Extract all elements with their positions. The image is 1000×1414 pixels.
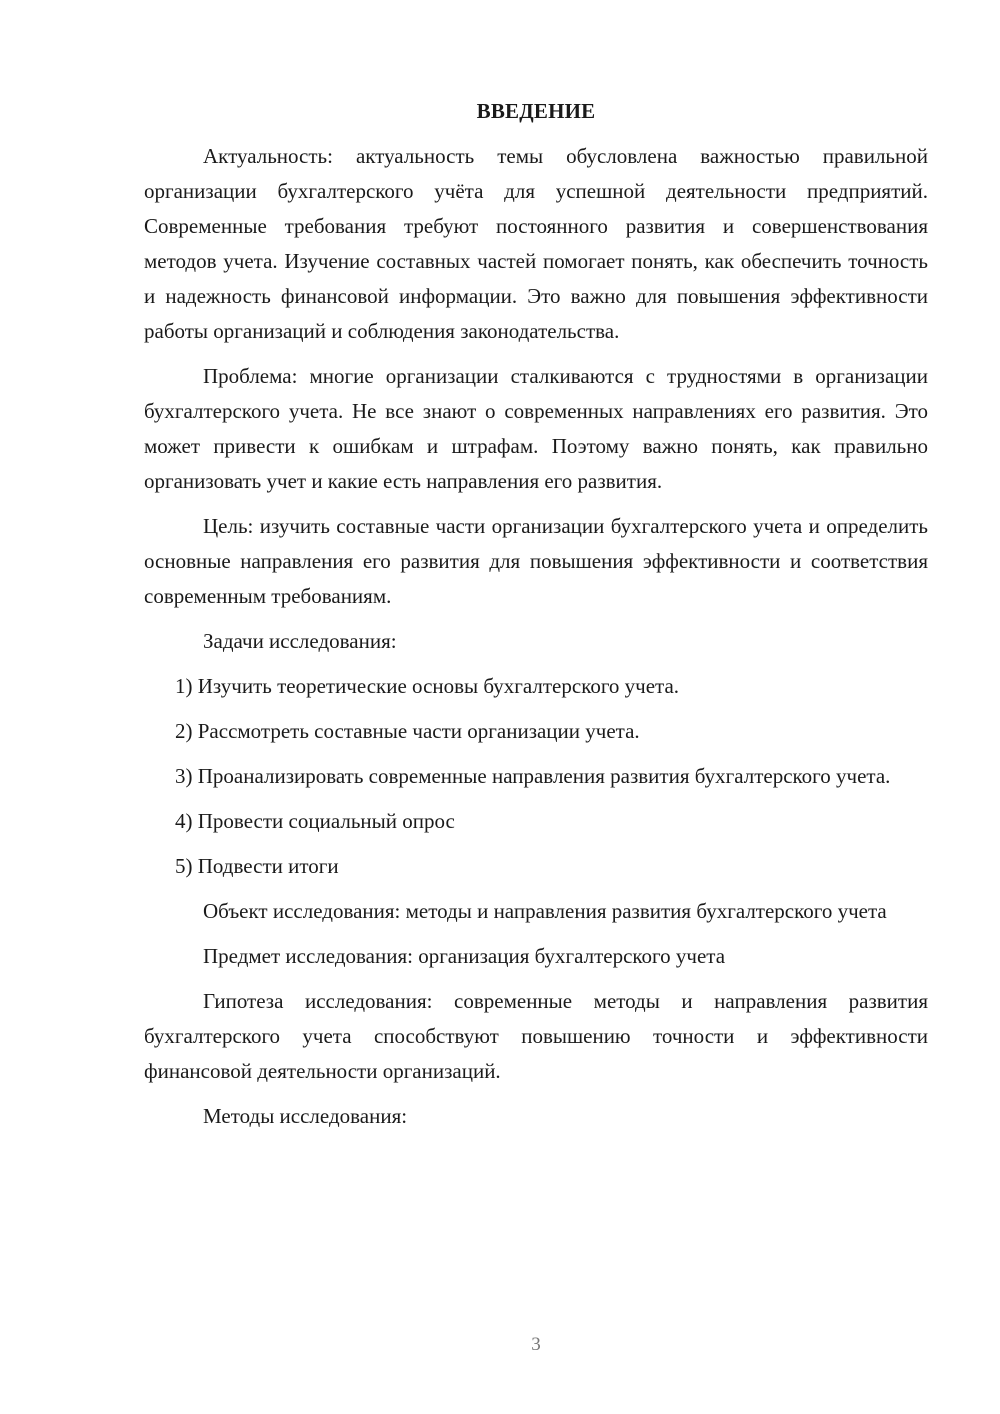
methods-paragraph: Методы исследования: [203, 1104, 408, 1128]
task-item-4: 4) Провести социальный опрос [175, 809, 455, 833]
section-heading: ВВЕДЕНИЕ [476, 99, 596, 123]
object-paragraph: Объект исследования: методы и направления развития бухгалтерского учета [203, 899, 887, 923]
page-number: 3 [531, 1334, 541, 1355]
task-item-5: 5) Подвести итоги [175, 854, 339, 878]
problem-paragraph: Проблема: многие организации сталкиваются с трудностями в организации бухгалтерского учета. Не все знают о современных направлениях его развития. Это может привести к ошибкам и штрафам. Поэтому важно понять, как правильно организовать учет и какие есть направления его развития. [144, 364, 928, 493]
hypothesis-paragraph: Гипотеза исследования: современные методы и направления развития бухгалтерского учета способствуют повышению точности и эффективности финансовой деятельности организаций. [144, 989, 928, 1083]
subject-paragraph: Предмет исследования: организация бухгалтерского учета [203, 944, 726, 968]
page-content [144, 94, 928, 1144]
tasks-heading: Задачи исследования: [203, 629, 397, 653]
task-item-3: 3) Проанализировать современные направления развития бухгалтерского учета. [175, 764, 891, 788]
goal-paragraph: Цель: изучить составные части организации бухгалтерского учета и определить основные направления его развития для повышения эффективности и соответствия современным требованиям. [144, 514, 928, 608]
task-item-1: 1) Изучить теоретические основы бухгалтерского учета. [175, 674, 680, 698]
relevance-paragraph: Актуальность: актуальность темы обусловлена важностью правильной организации бухгалтерского учёта для успешной деятельности предприятий. Современные требования требуют постоянного развития и совершенствования методов учета. Изучение составных частей помогает понять, как обеспечить точность и надежность финансовой информации. Это важно для повышения эффективности работы организаций и соблюдения законодательства. [144, 144, 928, 343]
task-item-2: 2) Рассмотреть составные части организации учета. [175, 719, 640, 743]
